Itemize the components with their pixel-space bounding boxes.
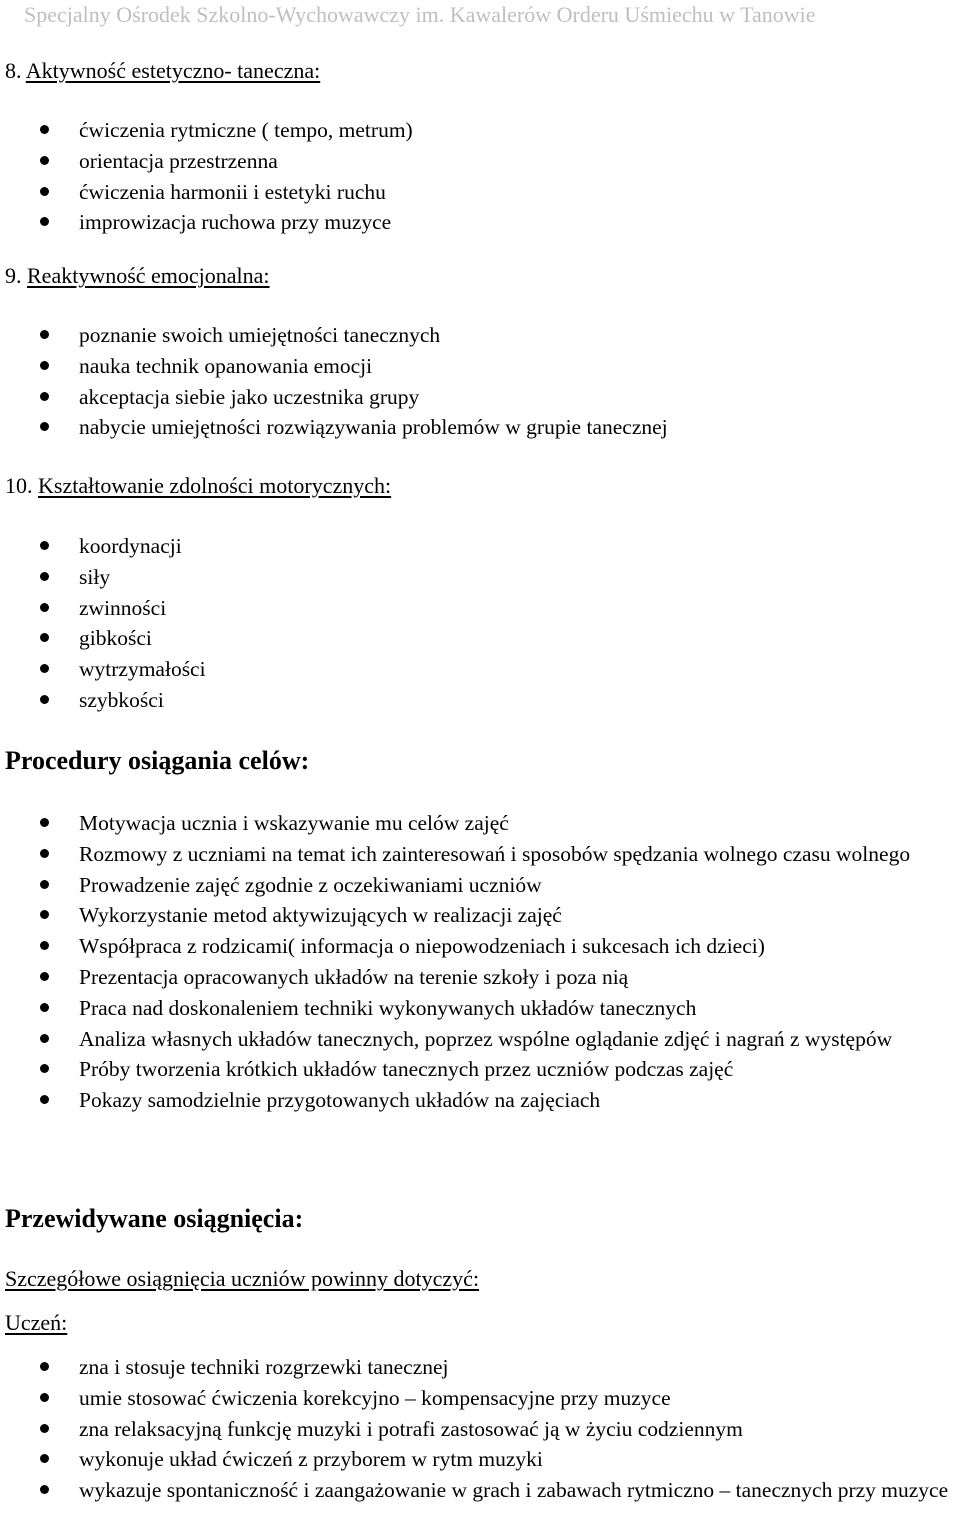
bullet-icon [40,664,49,673]
section-8-number: 8. [5,58,26,83]
list-item: zna relaksacyjną funkcję muzyki i potrafi zastosować ją w życiu codziennym [0,1414,960,1445]
section-8-title: Aktywność estetyczno- taneczna: [25,58,321,83]
section-8-list [0,115,960,238]
list-item: improwizacja ruchowa przy muzyce [0,207,960,238]
section-10-heading [5,475,391,497]
list-item: Pokazy samodzielnie przygotowanych układów na zajęciach [0,1085,960,1116]
bullet-icon [40,603,49,612]
list-item: Próby tworzenia krótkich układów tanecznych przez uczniów podczas zajęć [0,1054,960,1085]
section-9-title: Reaktywność emocjonalna: [27,263,270,288]
bullet-icon [40,1362,49,1371]
section-10-title: Kształtowanie zdolności motorycznych: [38,473,392,498]
list-item: ćwiczenia rytmiczne ( tempo, metrum) [0,115,960,146]
procedures-heading: Procedury osiągania celów: [5,746,310,775]
section-10-list [0,531,960,716]
section-9-heading [5,265,270,287]
list-item: nauka technik opanowania emocji [0,351,960,382]
bullet-icon [40,392,49,401]
section-9-number: 9. [5,263,27,288]
bullet-icon [40,941,49,950]
list-item: wytrzymałości [0,654,960,685]
outcomes-subheading: Szczegółowe osiągnięcia uczniów powinny dotyczyć: [5,1266,480,1291]
bullet-icon [40,1095,49,1104]
list-item: ćwiczenia harmonii i estetyki ruchu [0,177,960,208]
section-8-heading [5,60,320,82]
bullet-icon [40,972,49,981]
bullet-icon [40,695,49,704]
bullet-icon [40,1424,49,1433]
list-item: Motywacja ucznia i wskazywanie mu celów zajęć [0,808,960,839]
bullet-icon [40,818,49,827]
bullet-icon [40,1064,49,1073]
section-10-number: 10. [5,473,38,498]
bullet-icon [40,1485,49,1494]
list-item: Praca nad doskonaleniem techniki wykonywanych układów tanecznych [0,993,960,1024]
running-header: Specjalny Ośrodek Szkolno-Wychowawczy im. Kawalerów Orderu Uśmiechu w Tanowie [24,2,816,27]
procedures-list [0,808,960,1116]
list-item: nabycie umiejętności rozwiązywania problemów w grupie tanecznej [0,412,960,443]
list-item: Wykorzystanie metod aktywizujących w realizacji zajęć [0,900,960,931]
bullet-icon [40,422,49,431]
list-item: siły [0,562,960,593]
bullet-icon [40,217,49,226]
bullet-icon [40,880,49,889]
outcomes-list [0,1352,960,1506]
bullet-icon [40,1454,49,1463]
list-item: Prowadzenie zajęć zgodnie z oczekiwaniami uczniów [0,870,960,901]
list-item: poznanie swoich umiejętności tanecznych [0,320,960,351]
list-item: orientacja przestrzenna [0,146,960,177]
list-item: wykazuje spontaniczność i zaangażowanie w grach i zabawach rytmiczno – tanecznych przy muzyce [0,1475,960,1506]
list-item: szybkości [0,685,960,716]
list-item: Prezentacja opracowanych układów na terenie szkoły i poza nią [0,962,960,993]
bullet-icon [40,156,49,165]
bullet-icon [40,910,49,919]
list-item: Analiza własnych układów tanecznych, poprzez wspólne oglądanie zdjęć i nagrań z występów [0,1024,960,1055]
bullet-icon [40,541,49,550]
list-item: Rozmowy z uczniami na temat ich zainteresowań i sposobów spędzania wolnego czasu wolnego [0,839,960,870]
bullet-icon [40,1003,49,1012]
section-9-list [0,320,960,443]
list-item: gibkości [0,623,960,654]
student-label: Uczeń: [5,1310,68,1335]
list-item: akceptacja siebie jako uczestnika grupy [0,382,960,413]
list-item: Współpraca z rodzicami( informacja o niepowodzeniach i sukcesach ich dzieci) [0,931,960,962]
list-item: wykonuje układ ćwiczeń z przyborem w rytm muzyki [0,1444,960,1475]
bullet-icon [40,633,49,642]
bullet-icon [40,1034,49,1043]
list-item: zna i stosuje techniki rozgrzewki tanecznej [0,1352,960,1383]
bullet-icon [40,187,49,196]
bullet-icon [40,125,49,134]
bullet-icon [40,572,49,581]
bullet-icon [40,361,49,370]
outcomes-heading: Przewidywane osiągnięcia: [5,1204,304,1233]
list-item: umie stosować ćwiczenia korekcyjno – kompensacyjne przy muzyce [0,1383,960,1414]
list-item: koordynacji [0,531,960,562]
bullet-icon [40,849,49,858]
bullet-icon [40,1393,49,1402]
list-item: zwinności [0,593,960,624]
bullet-icon [40,330,49,339]
